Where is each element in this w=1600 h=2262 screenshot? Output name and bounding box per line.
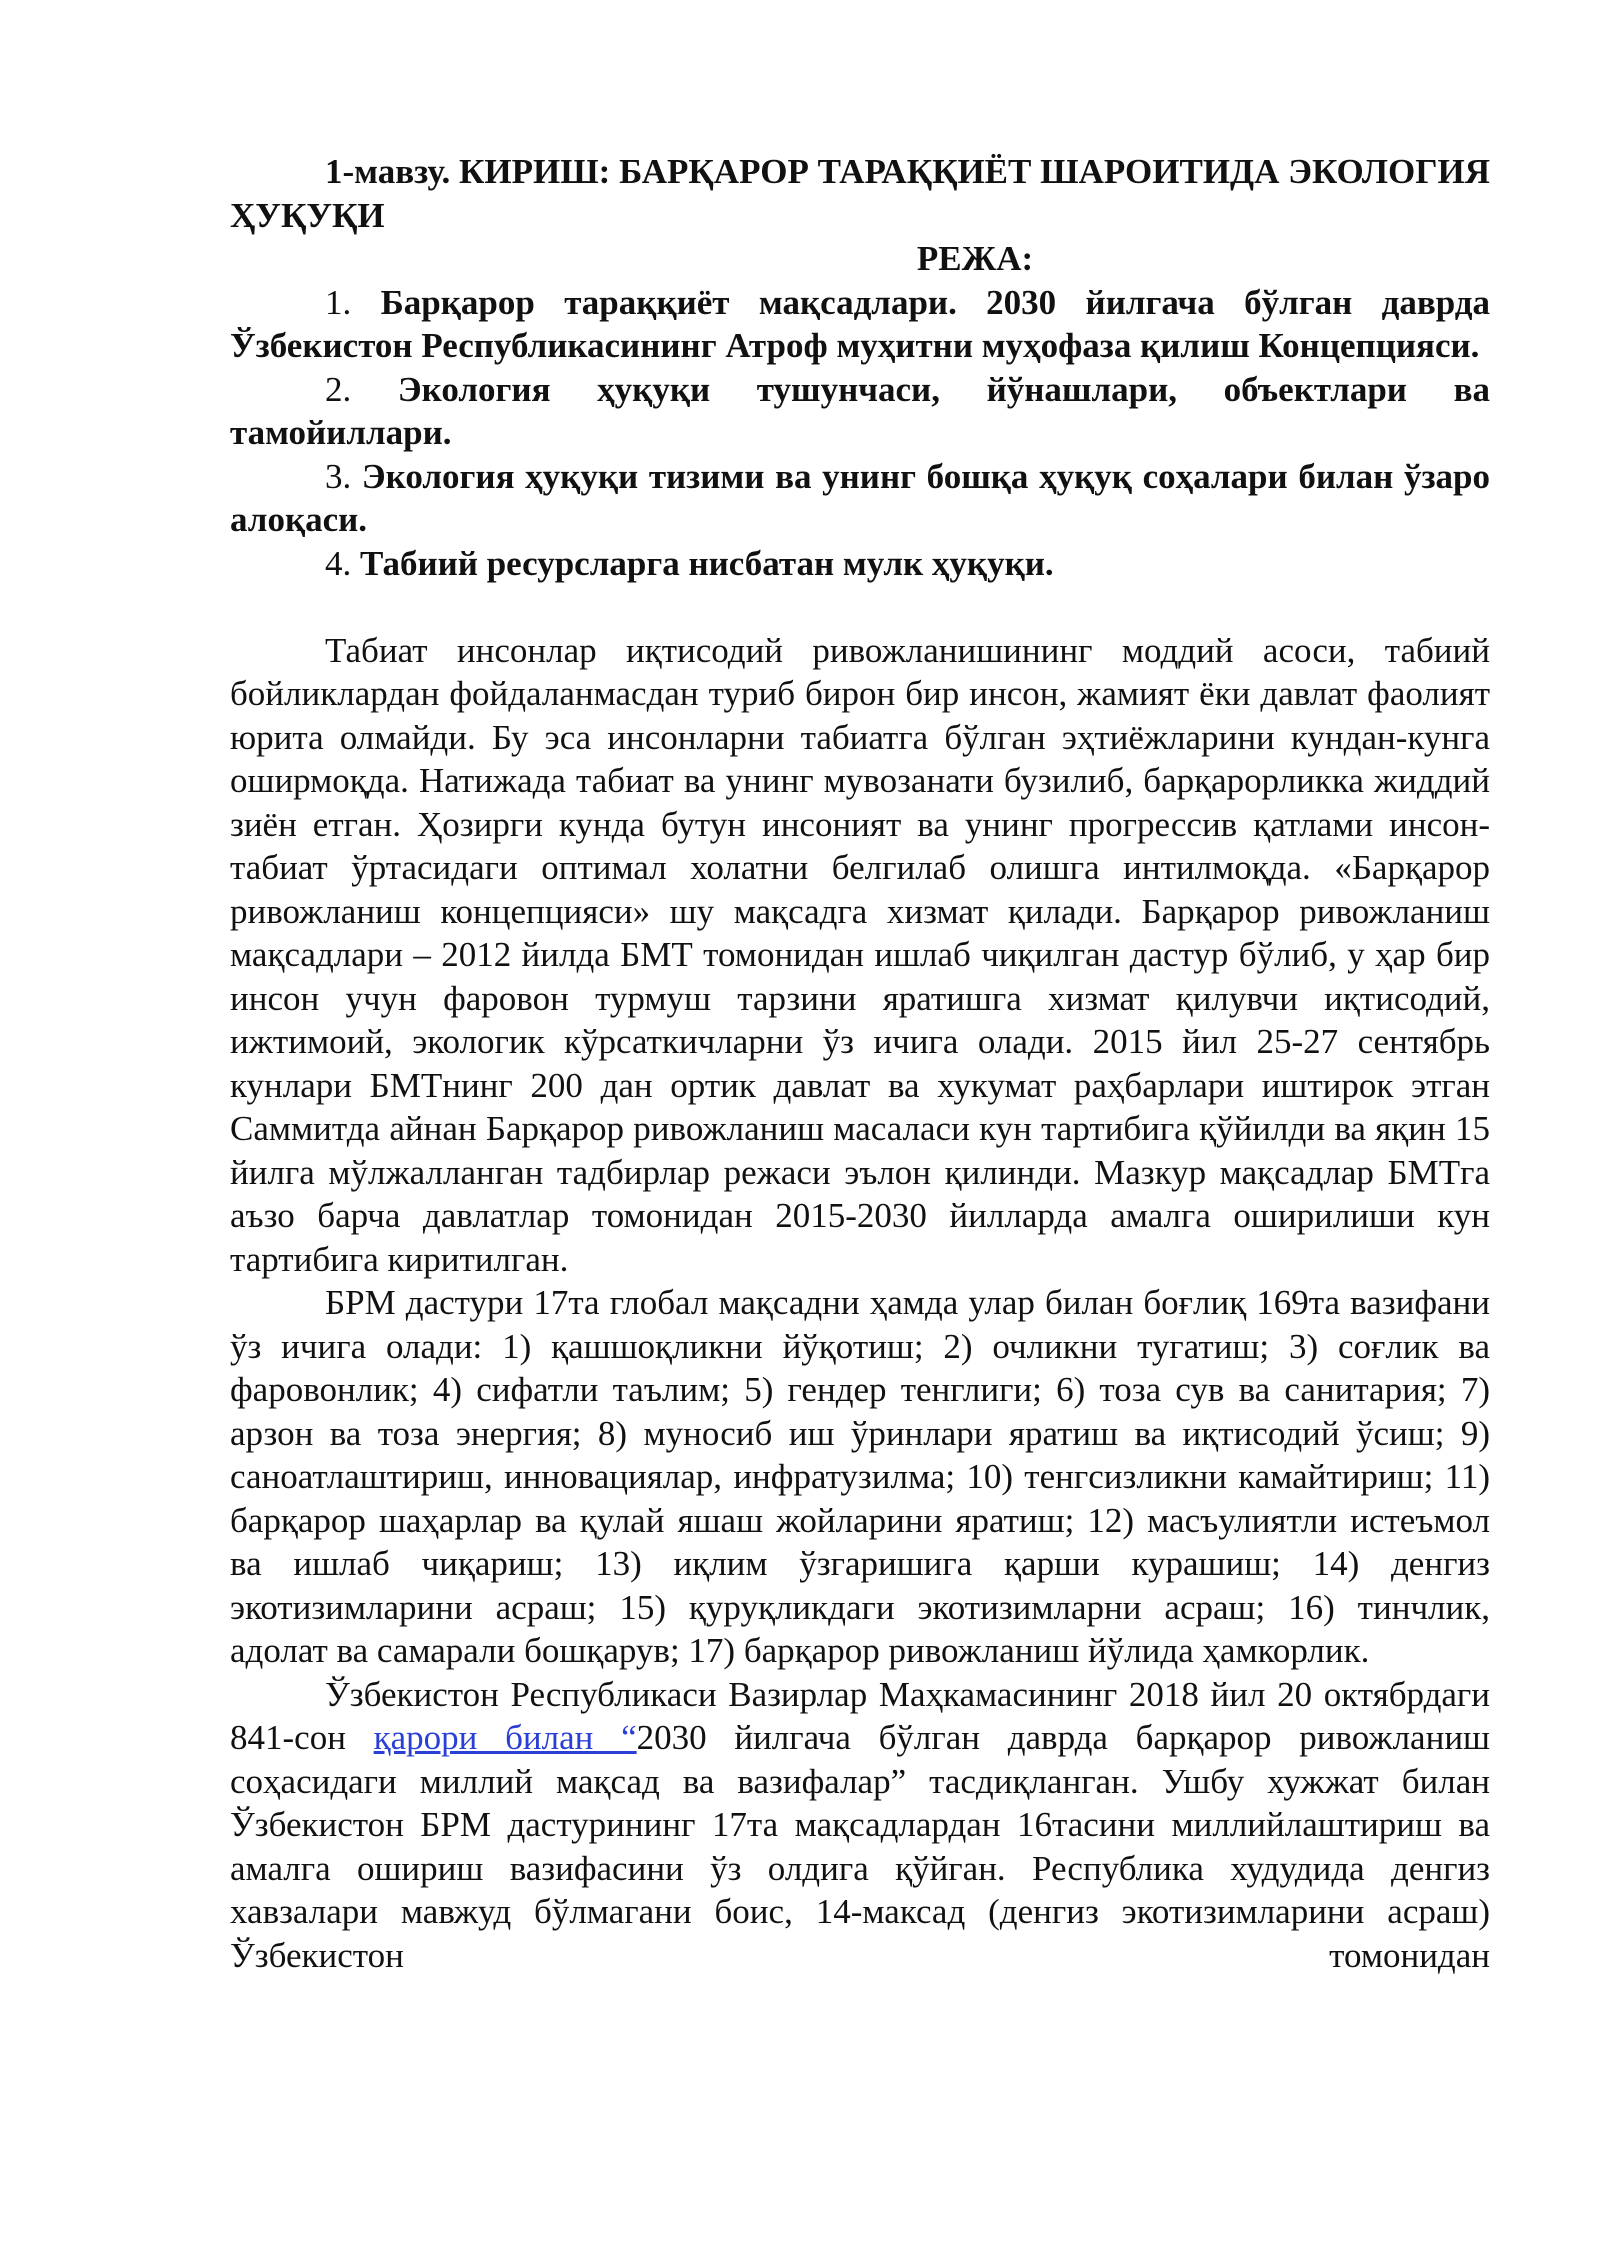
plan-item-number: 4. [325,543,360,583]
plan-title: РЕЖА: [916,239,1034,278]
body-paragraph [230,1673,1490,1978]
document-page [230,150,1490,1977]
resolution-link[interactable]: қарори билан “ [373,1718,637,1757]
plan-item-text: Экология ҳуқуқи тизими ва унинг бошқа ҳуқуқ соҳалари билан ўзаро алоқаси. [230,456,1490,539]
plan-item-text: Барқарор тараққиёт мақсадлари. 2030 йилгача бўлган даврда Ўзбекистон Республикасининг Атроф муҳитни муҳофаза қилиш Концепцияси. [230,282,1490,365]
plan-item-number: 2. [325,369,398,409]
plan-list [230,281,1490,586]
body-paragraph: БРМ дастури 17та глобал мақсадни ҳамда улар билан боғлиқ 169та вазифани ўз ичига олади: 1) қашшоқликни йўқотиш; 2) очликни тугатиш; 3) соғлик ва фаровонлик; 4) сифатли таълим; 5) гендер тенглиги; 6) тоза сув ва санитария; 7) арзон ва тоза энергия; 8) муносиб иш ўринлари яратиш ва иқтисодий ўсиш; 9) саноатлаштириш, инновациялар, инфратузилма; 10) тенгсизликни камайтириш; 11) барқарор шаҳарлар ва қулай яшаш жойларини яратиш; 12) масъулиятли истеъмол ва ишлаб чиқариш; 13) иқлим ўзгаришига қарши курашиш; 14) денгиз экотизимларини асраш; 15) қуруқликдаги экотизимларни асраш; 16) тинчлик, адолат ва самарали бошқарув; 17) барқарор ривожланиш йўлида ҳамкорлик. [230,1283,1490,1670]
plan-item [230,281,1490,368]
plan-item-text: Табиий ресурсларга нисбатан мулк ҳуқуқи. [360,543,1054,583]
plan-item-number: 3. [325,456,362,496]
blank-line [230,585,1490,629]
plan-item [230,368,1490,455]
plan-item [230,542,1490,586]
body-paragraph: Табиат инсонлар иқтисодий ривожланишининг моддий асоси, табиий бойликлардан фойдаланмасдан туриб бирон бир инсон, жамият ёки давлат фаолият юрита олмайди. Бу эса инсонларни табиатга бўлган эҳтиёжларини кундан-кунга оширмоқда. Натижада табиат ва унинг мувозанати бузилиб, барқарорликка жиддий зиён етган. Ҳозирги кунда бутун инсоният ва унинг прогрессив қатлами инсон-табиат ўртасидаги оптимал холатни белгилаб олишга интилмоқда. «Барқарор ривожланиш концепцияси» шу мақсадга хизмат қилади. Барқарор ривожланиш мақсадлари – 2012 йилда БМТ томонидан ишлаб чиқилган дастур бўлиб, у ҳар бир инсон учун фаровон турмуш тарзини яратишга хизмат қилувчи иқтисодий, ижтимоий, экологик кўрсаткичларни ўз ичига олади. 2015 йил 25-27 сентябрь кунлари БМТнинг 200 дан ортик давлат ва хукумат раҳбарлари иштирок этган Саммитда айнан Барқарор ривожланиш масаласи кун тартибига қўйилди ва яқин 15 йилга мўлжалланган тадбирлар режаси эълон қилинди. Мазкур мақсадлар БМТга аъзо барча давлатлар томонидан 2015-2030 йилларда амалга оширилиши кун тартибига киритилган. [230,630,1490,1279]
plan-item-text: Экология ҳуқуқи тушунчаси, йўнашлари, объектлари ва тамойиллари. [230,369,1491,452]
plan-item-number: 1. [325,282,381,322]
topic-heading: 1-мавзу. КИРИШ: БАРҚАРОР ТАРАҚҚИЁТ ШАРОИТИДА ЭКОЛОГИЯ ҲУҚУҚИ [230,152,1490,235]
plan-item [230,455,1490,542]
paragraph-text: Ўзбекистон Республикаси Вазирлар Маҳкамасининг 2018 йил 20 октябрдаги 841-сон [230,1674,1490,1757]
paragraph-text: 2030 йилгача бўлган даврда барқарор ривожланиш соҳасидаги миллий мақсад ва вазифалар” тасдиқланган. Ушбу хужжат билан Ўзбекистон БРМ дастурининг 17та мақсадлардан 16тасини миллийлаштириш ва амалга ошириш вазифасини ўз олдига қўйган. Республика худудида денгиз хавзалари мавжуд бўлмагани боис, 14-максад (денгиз экотизимларини асраш) Ўзбекистон томонидан [230,1718,1491,1975]
